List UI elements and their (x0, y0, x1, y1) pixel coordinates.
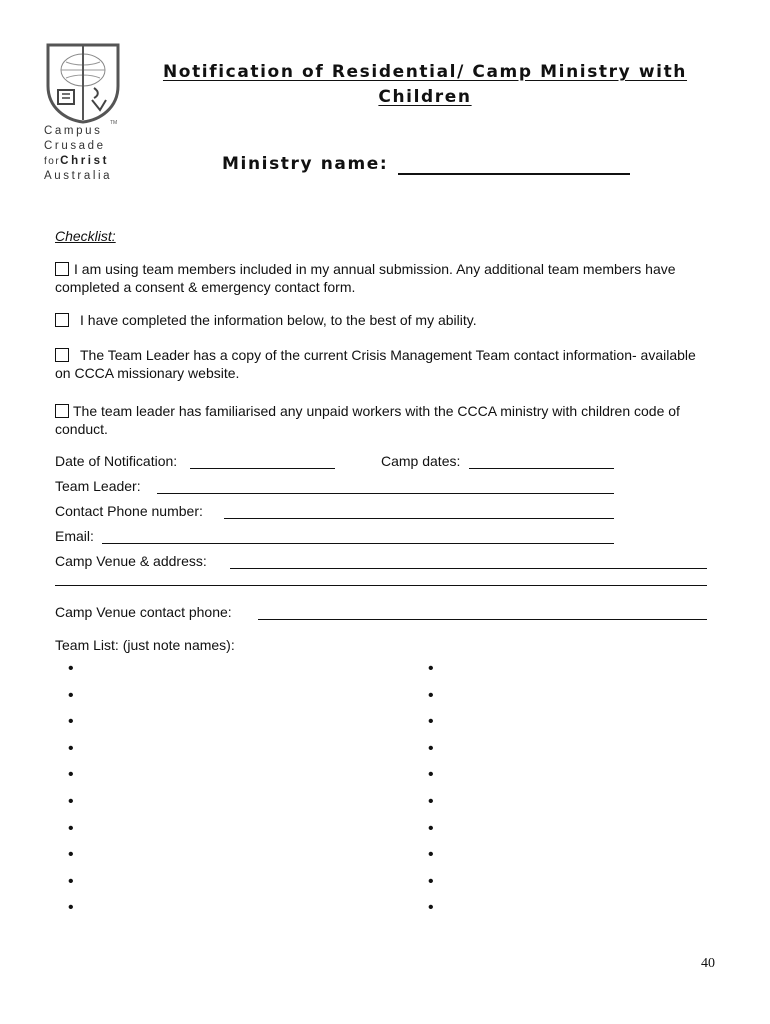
team-leader-field[interactable] (157, 493, 614, 494)
team-leader-label: Team Leader: (55, 478, 141, 494)
contact-phone-label: Contact Phone number: (55, 503, 203, 519)
logo-line-campus: Campus (44, 125, 103, 137)
checklist-item-text: The team leader has familiarised any unpaid workers with the CCCA ministry with children code of conduct. (55, 403, 680, 437)
team-list-bullet[interactable] (68, 899, 74, 917)
checklist-item-1 (55, 260, 720, 296)
checkbox[interactable] (55, 262, 69, 276)
checklist-item-text: I am using team members included in my annual submission. Any additional team members have completed a consent & emergency contact form. (55, 261, 676, 295)
page-number: 40 (701, 956, 715, 971)
ministry-name-field[interactable] (398, 173, 630, 175)
page-title (150, 60, 700, 110)
camp-venue-address-field-line-2[interactable] (55, 585, 707, 586)
ministry-name-label: Ministry name: (222, 154, 389, 174)
logo-line-australia: Australia (44, 170, 113, 182)
checklist-item-4 (55, 402, 705, 438)
team-list-bullet[interactable] (428, 820, 434, 838)
team-list-bullet[interactable] (68, 793, 74, 811)
team-list-bullet[interactable] (428, 873, 434, 891)
date-of-notification-label: Date of Notification: (55, 453, 178, 469)
team-list-bullet[interactable] (428, 687, 434, 705)
checklist-item-text: The Team Leader has a copy of the current Crisis Management Team contact information- available on CCCA missionary website. (55, 347, 696, 381)
camp-venue-address-label: Camp Venue & address: (55, 553, 207, 569)
team-list-bullet[interactable] (68, 766, 74, 784)
title-line-1: Notification of Residential/ Camp Ministry with (162, 62, 688, 82)
email-label: Email: (55, 528, 94, 544)
team-list-bullet[interactable] (428, 766, 434, 784)
ccca-logo (44, 42, 124, 187)
title-line-2: Children (378, 87, 472, 107)
team-list-bullet[interactable] (428, 713, 434, 731)
team-list-bullet[interactable] (428, 740, 434, 758)
team-list-bullet[interactable] (68, 820, 74, 838)
logo-line-christ: Christ (60, 155, 109, 167)
team-list-bullet[interactable] (428, 899, 434, 917)
team-list-bullet[interactable] (428, 846, 434, 864)
team-list-bullet[interactable] (68, 660, 74, 678)
team-list-bullet[interactable] (68, 846, 74, 864)
checkbox[interactable] (55, 404, 69, 418)
camp-venue-address-field[interactable] (230, 568, 707, 569)
camp-dates-label: Camp dates: (381, 453, 461, 469)
team-list-bullet[interactable] (68, 687, 74, 705)
team-list-bullet[interactable] (428, 793, 434, 811)
camp-venue-contact-phone-label: Camp Venue contact phone: (55, 604, 232, 620)
checkbox[interactable] (55, 348, 69, 362)
trademark-mark: TM (110, 120, 118, 126)
checkbox[interactable] (55, 313, 69, 327)
date-of-notification-field[interactable] (190, 468, 335, 469)
checklist-heading: Checklist: (55, 228, 116, 244)
camp-venue-contact-phone-field[interactable] (258, 619, 707, 620)
checklist-item-2 (55, 311, 720, 329)
logo-line-for: for (44, 156, 61, 167)
logo-line-crusade: Crusade (44, 140, 106, 152)
crest-icon (44, 42, 122, 124)
team-list-label: Team List: (just note names): (55, 637, 235, 653)
checklist-item-text: I have completed the information below, to the best of my ability. (80, 312, 477, 328)
checklist-item-3 (55, 346, 715, 382)
email-field[interactable] (102, 543, 614, 544)
contact-phone-field[interactable] (224, 518, 614, 519)
team-list-bullet[interactable] (68, 713, 74, 731)
team-list-bullet[interactable] (68, 740, 74, 758)
team-list-bullet[interactable] (68, 873, 74, 891)
camp-dates-field[interactable] (469, 468, 614, 469)
team-list-bullet[interactable] (428, 660, 434, 678)
